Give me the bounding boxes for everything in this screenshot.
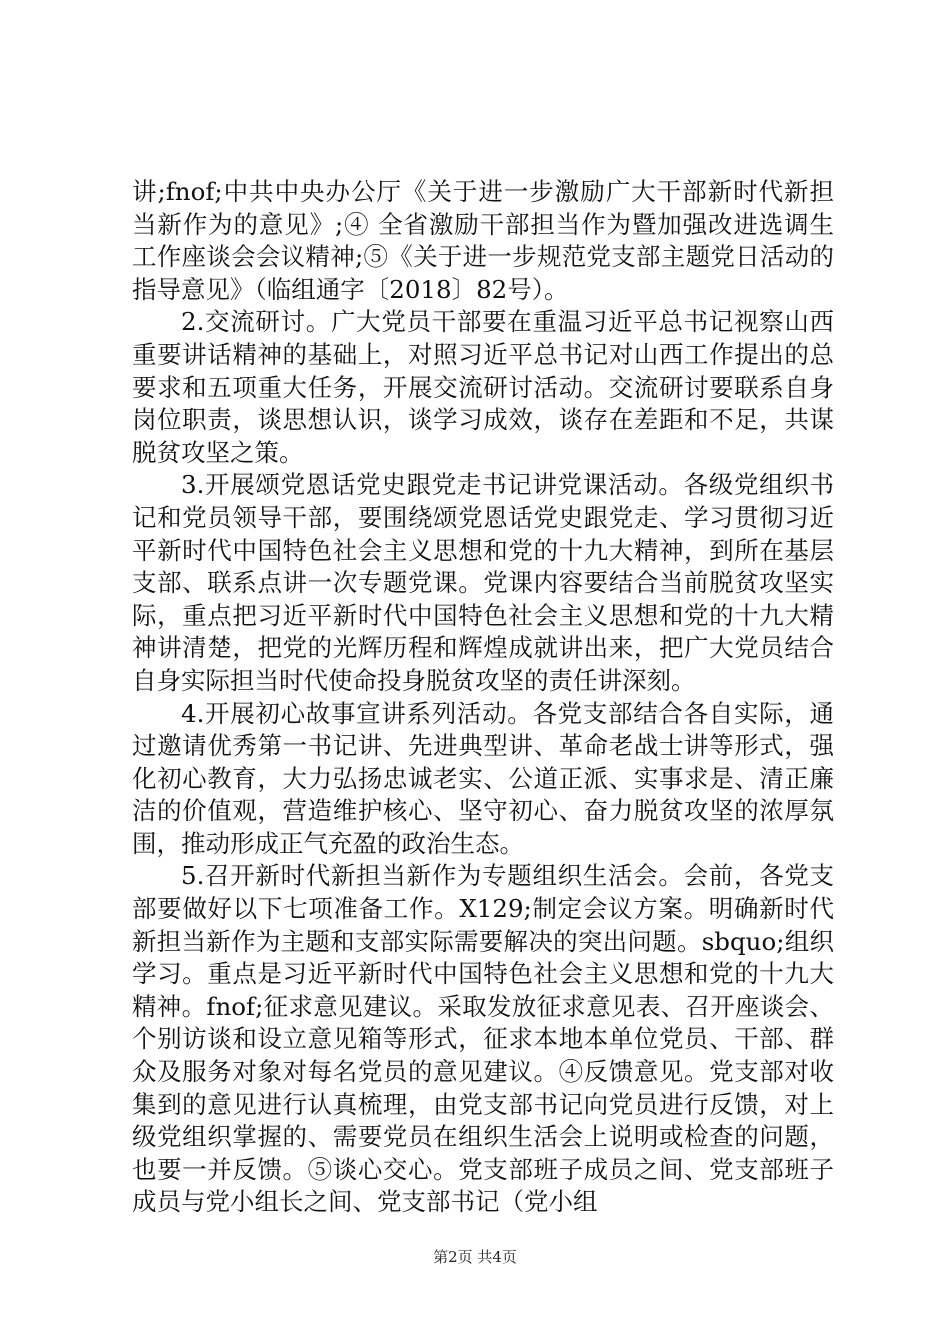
paragraph-continuation: 讲;fnof;中共中央办公厅《关于进一步激励广大干部新时代新担当新作为的意见》;④ 全省激励干部担当作为暨加强改进选调生工作座谈会会议精神;⑤《关于进一步规范党支部主题党日活动的指导意见》（临组通字〔2018〕82号）。 (132, 177, 834, 304)
paragraph-party-lecture: 3.开展颂党恩话党史跟党走书记讲党课活动。各级党组织书记和党员领导干部，要围绕颂党恩话党史跟党走、学习贯彻习近平新时代中国特色社会主义思想和党的十九大精神，到所在基层支部、联系点讲一次专题党课。党课内容要结合当前脱贫攻坚实际，重点把习近平新时代中国特色社会主义思想和党的十九大精神讲清楚，把党的光辉历程和辉煌成就讲出来，把广大党员结合自身实际担当时代使命投身脱贫攻坚的责任讲深刻。 (132, 470, 834, 695)
paragraph-original-aspiration-stories: 4.开展初心故事宣讲系列活动。各党支部结合各自实际，通过邀请优秀第一书记讲、先进典型讲、革命老战士讲等形式，强化初心教育，大力弘扬忠诚老实、公道正派、实事求是、清正廉洁的价值观，营造维护核心、坚守初心、奋力脱贫攻坚的浓厚氛围，推动形成正气充盈的政治生态。 (132, 698, 834, 858)
document-body (132, 176, 834, 1219)
page-number-footer: 第2页 共4页 (433, 1248, 517, 1266)
paragraph-exchange-discussion: 2.交流研讨。广大党员干部要在重温习近平总书记视察山西重要讲话精神的基础上，对照习近平总书记对山西工作提出的总要求和五项重大任务，开展交流研讨活动。交流研讨要联系自身岗位职责，谈思想认识，谈学习成效，谈存在差距和不足，共谋脱贫攻坚之策。 (132, 307, 834, 467)
paragraph-organizational-life-meeting: 5.召开新时代新担当新作为专题组织生活会。会前，各党支部要做好以下七项准备工作。X129;制定会议方案。明确新时代新担当新作为主题和支部实际需要解决的突出问题。sbquo;组织学习。重点是习近平新时代中国特色社会主义思想和党的十九大精神。fnof;征求意见建议。采取发放征求意见表、召开座谈会、个别访谈和设立意见箱等形式，征求本地本单位党员、干部、群众及服务对象对每名党员的意见建议。④反馈意见。党支部对收集到的意见进行认真梳理，由党支部书记向党员进行反馈，对上级党组织掌握的、需要党员在组织生活会上说明或检查的问题，也要一并反馈。⑤谈心交心。党支部班子成员之间、党支部班子成员与党小组长之间、党支部书记（党小组 (132, 861, 834, 1217)
